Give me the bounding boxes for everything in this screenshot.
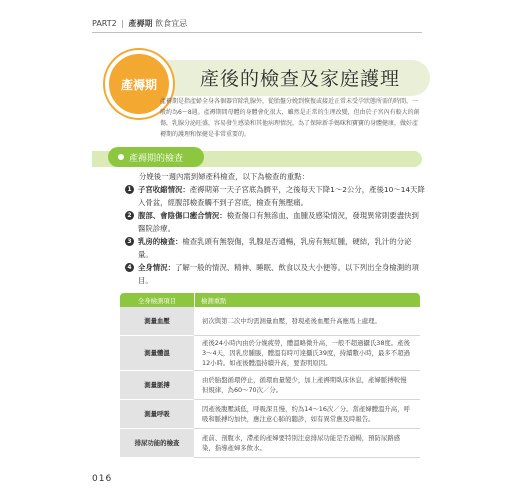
number-badge-icon: 2 (125, 211, 134, 220)
item-text: 了解一般的情況、精神、睡眠、飲食以及大小便等。以下列出全身檢測的項目。 (138, 263, 419, 285)
checkup-content (125, 170, 425, 287)
running-header (92, 18, 422, 33)
exam-item-name: 測量呼吸 (120, 400, 194, 429)
exam-item-name: 測量體溫 (120, 336, 194, 371)
page-title: 產後的檢查及家庭護理 (200, 68, 401, 90)
table-row (120, 336, 420, 371)
column-header: 檢測重點 (194, 293, 420, 307)
table-row (120, 400, 420, 429)
exam-item-name: 測量血壓 (120, 307, 194, 336)
page-number: 016 (92, 474, 113, 484)
number-badge-icon: 1 (125, 185, 134, 194)
exam-item-desc: 由於胎盤循環停止，循環血量變少，加上產褥期臥床休息，產婦脈搏較慢但規律，為60～70次／分。 (194, 371, 420, 400)
exam-item-desc: 產前、剖腹水，滯產的產婦要特別注意排尿功能是否通暢，預防尿路感染，指導產婦多飲水。 (194, 429, 420, 458)
item-label: 乳房的檢查： (138, 237, 183, 246)
item-label: 腹部、會陰傷口癒合情況： (138, 211, 227, 220)
bullet-dot-icon (118, 154, 124, 160)
list-item (125, 235, 425, 261)
section-label (108, 147, 204, 167)
header-chapter: 產褥期 (128, 19, 153, 28)
table-row (120, 429, 420, 458)
header-divider: | (121, 19, 124, 28)
list-item (125, 261, 425, 287)
table-row (120, 307, 420, 336)
header-section: 飲食宜忌 (155, 19, 188, 28)
number-badge-icon: 4 (125, 263, 134, 272)
item-text: 產褥期第一天子宮底為臍平，之後每天下降1～2公分，產後10～14天降入骨盆，經腹部檢查觸不到子宮底，檢查有無壓痛。 (138, 185, 425, 207)
table-header-row (120, 293, 420, 307)
exam-item-desc: 因產後腹壓減低，呼吸深且慢，約為14～16次／分。當產婦體溫升高，呼吸和脈搏均加快，應注意心肺的聽診，如有異常應及時報告。 (194, 400, 420, 429)
item-label: 全身情況： (138, 263, 175, 272)
column-header: 全身檢測項目 (120, 293, 194, 307)
lead-paragraph: 分娩後一週內需到婦產科檢查，以下為檢查的重點： (139, 172, 309, 181)
table-row (120, 371, 420, 400)
section-label-text: 產褥期的檢查 (129, 153, 184, 164)
item-text: 檢查乳頭有無裂傷，乳腺是否通暢，乳房有無紅腫，硬結，乳汁的分泌量。 (138, 237, 412, 259)
list-item (125, 209, 425, 235)
item-text: 檢查傷口有無滲血、血腫及感染情況，發現異常則要盡快到醫院診療。 (138, 211, 419, 233)
exam-item-desc: 初次與第二次中均需測量血壓，發現產後血壓升高應馬上處理。 (194, 307, 420, 336)
header-part: PART2 (92, 19, 117, 28)
item-label: 子宮收縮情況： (138, 185, 190, 194)
intro-paragraph: 產褥期是指產婦全身各個器官除乳腺外，從胎盤分娩到恢復或接近正常未受孕狀態所需的時間，一般約為6～8週。產褥期間母體的身體會化很大，雖然是正常的生理改變，但由於子宮內有較大的創傷，乳腺分泌旺盛，容易發生感染和其他病理情況，為了保障新手媽咪和寶寶的身體健康，做好產褥期的護理和保健是非常重要的。 (160, 98, 420, 138)
exam-item-desc: 產後24小時內由於分娩疲勞，體溫略微升高，一般不超過攝氏38度。產後3～4天，因乳房腫脹，體溫有時可達攝氏39度，持續數小時，最多不超過12小時。如產後體溫持續升高，要查明原因。 (194, 336, 420, 371)
exam-item-name: 排尿功能的檢查 (120, 429, 194, 458)
exam-item-name: 測量脈搏 (120, 371, 194, 400)
list-item (125, 183, 425, 209)
exam-table (120, 293, 420, 458)
chapter-badge: 產褥期 (105, 50, 173, 118)
number-badge-icon: 3 (125, 237, 134, 246)
